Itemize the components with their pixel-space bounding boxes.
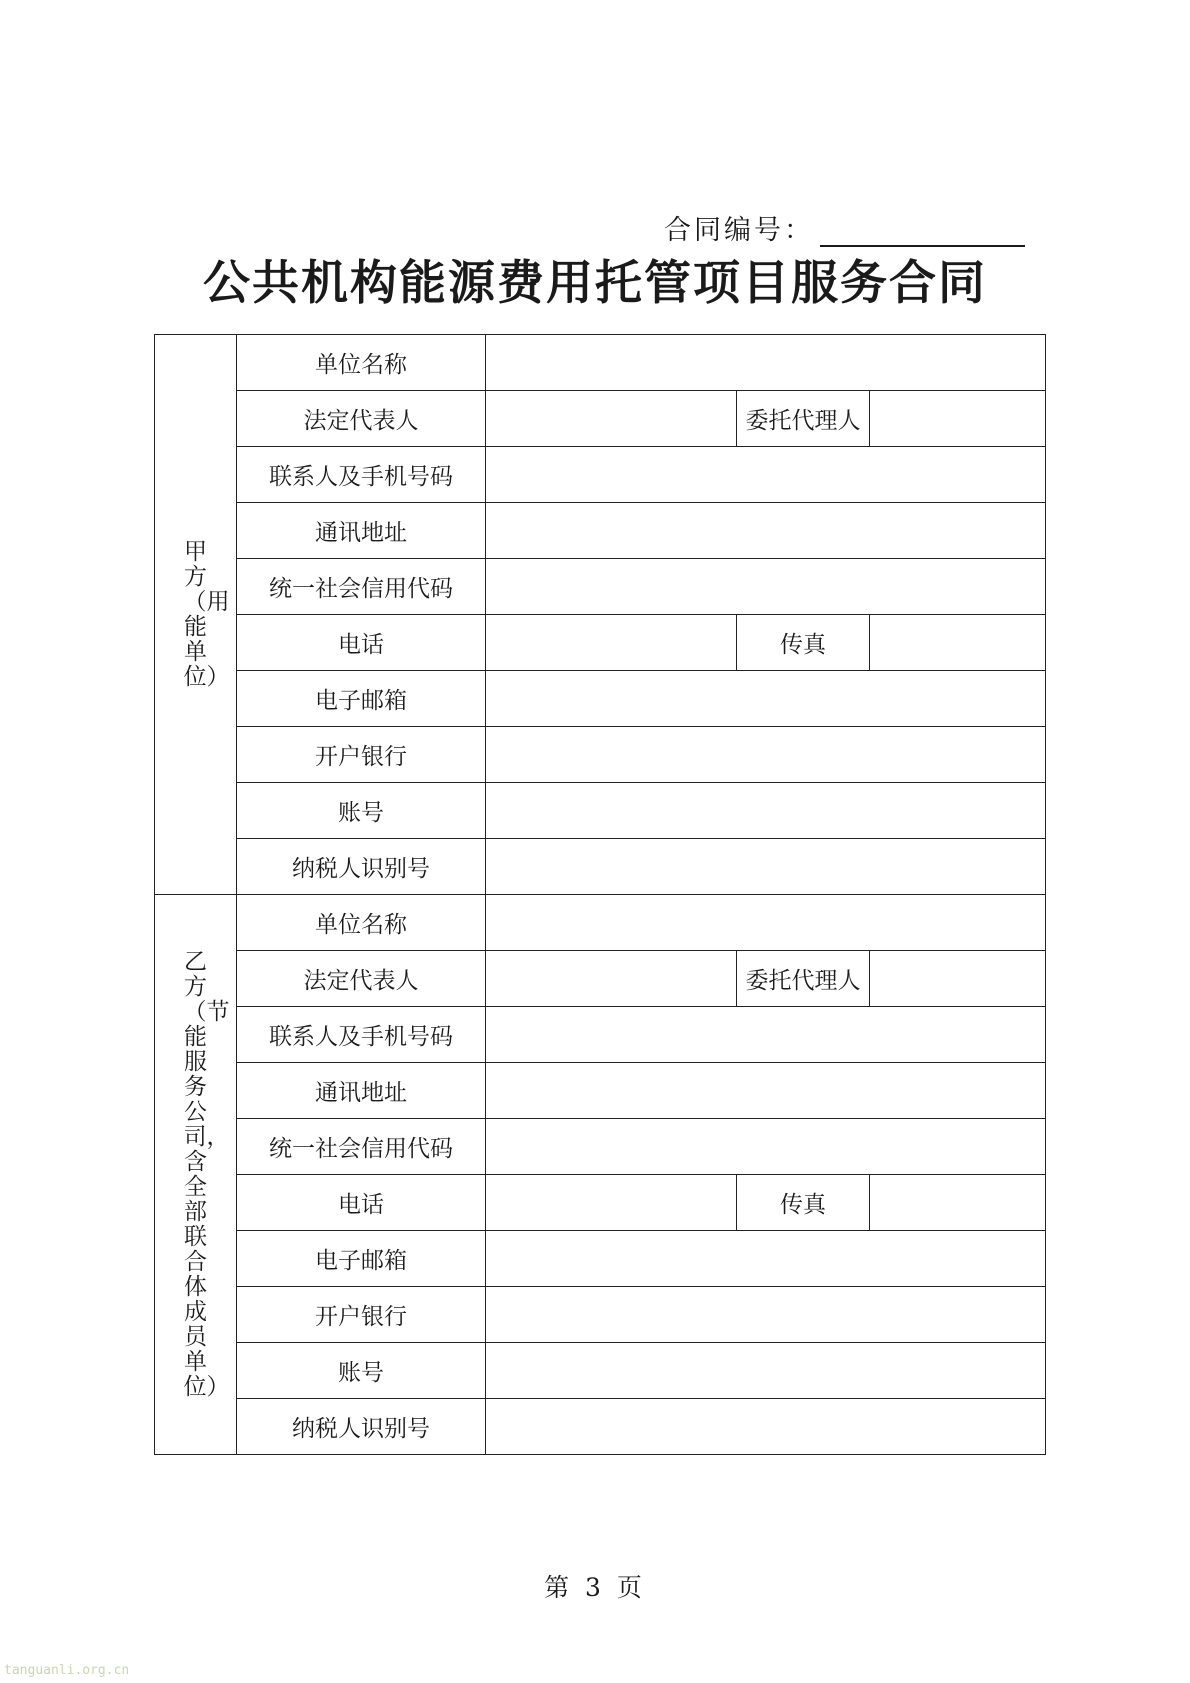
table-row: [155, 1007, 1046, 1063]
field-value[interactable]: [870, 951, 1046, 1007]
field-label: 电话: [237, 1175, 486, 1231]
field-label: 法定代表人: [237, 951, 486, 1007]
field-label: 传真: [737, 1175, 870, 1231]
field-label: 法定代表人: [237, 391, 486, 447]
table-row: [155, 783, 1046, 839]
field-label: 通讯地址: [237, 1063, 486, 1119]
field-value[interactable]: [486, 951, 737, 1007]
field-label: 单位名称: [237, 335, 486, 391]
field-value[interactable]: [486, 615, 737, 671]
party-b-label-text: 乙方（节能服务公司，含全部联合体成员单位）: [183, 948, 230, 1400]
party-info-table: [154, 334, 1046, 1455]
field-value[interactable]: [486, 335, 1046, 391]
table-row: [155, 895, 1046, 951]
field-value[interactable]: [870, 391, 1046, 447]
field-label: 纳税人识别号: [237, 1399, 486, 1455]
field-value[interactable]: [486, 1287, 1046, 1343]
field-value[interactable]: [486, 447, 1046, 503]
table-row: [155, 391, 1046, 447]
field-label: 统一社会信用代码: [237, 559, 486, 615]
table-row: [155, 1063, 1046, 1119]
field-value[interactable]: [486, 1007, 1046, 1063]
party-a-label-text: 甲方（用能单位）: [183, 538, 230, 690]
table-row: [155, 1399, 1046, 1455]
field-value[interactable]: [486, 559, 1046, 615]
field-value[interactable]: [486, 671, 1046, 727]
party-b-label: [155, 895, 237, 1455]
field-label: 开户银行: [237, 727, 486, 783]
field-label: 联系人及手机号码: [237, 1007, 486, 1063]
field-label: 统一社会信用代码: [237, 1119, 486, 1175]
field-value[interactable]: [486, 839, 1046, 895]
field-label: 开户银行: [237, 1287, 486, 1343]
field-value[interactable]: [486, 783, 1046, 839]
field-value[interactable]: [870, 1175, 1046, 1231]
field-label: 电话: [237, 615, 486, 671]
field-label: 联系人及手机号码: [237, 447, 486, 503]
field-value[interactable]: [486, 1119, 1046, 1175]
field-label: 委托代理人: [737, 951, 870, 1007]
contract-number-blank[interactable]: [820, 215, 1025, 247]
field-value[interactable]: [486, 727, 1046, 783]
field-label: 账号: [237, 783, 486, 839]
page-title: 公共机构能源费用托管项目服务合同: [203, 256, 987, 311]
field-value[interactable]: [486, 1343, 1046, 1399]
field-value[interactable]: [486, 503, 1046, 559]
field-value[interactable]: [486, 391, 737, 447]
table-row: [155, 615, 1046, 671]
field-label: 传真: [737, 615, 870, 671]
table-row: [155, 1175, 1046, 1231]
table-row: [155, 1119, 1046, 1175]
field-value[interactable]: [486, 1063, 1046, 1119]
table-row: [155, 1287, 1046, 1343]
table-row: [155, 727, 1046, 783]
table-row: [155, 951, 1046, 1007]
table-row: [155, 503, 1046, 559]
table-row: [155, 559, 1046, 615]
party-a-label: [155, 335, 237, 895]
field-label: 账号: [237, 1343, 486, 1399]
field-label: 单位名称: [237, 895, 486, 951]
table-row: [155, 1343, 1046, 1399]
table-row: [155, 671, 1046, 727]
field-value[interactable]: [486, 1175, 737, 1231]
contract-number: [664, 203, 1025, 247]
field-label: 电子邮箱: [237, 1231, 486, 1287]
field-label: 纳税人识别号: [237, 839, 486, 895]
field-value[interactable]: [870, 615, 1046, 671]
field-label: 委托代理人: [737, 391, 870, 447]
watermark: tanguanli.org.cn: [4, 1663, 130, 1678]
field-label: 通讯地址: [237, 503, 486, 559]
table-row: [155, 447, 1046, 503]
table-row: [155, 1231, 1046, 1287]
table-row: [155, 839, 1046, 895]
field-label: 电子邮箱: [237, 671, 486, 727]
field-value[interactable]: [486, 1399, 1046, 1455]
contract-number-label: 合同编号：: [664, 215, 814, 246]
field-value[interactable]: [486, 1231, 1046, 1287]
page-number: 第 3 页: [544, 1573, 646, 1602]
table-row: [155, 335, 1046, 391]
field-value[interactable]: [486, 895, 1046, 951]
